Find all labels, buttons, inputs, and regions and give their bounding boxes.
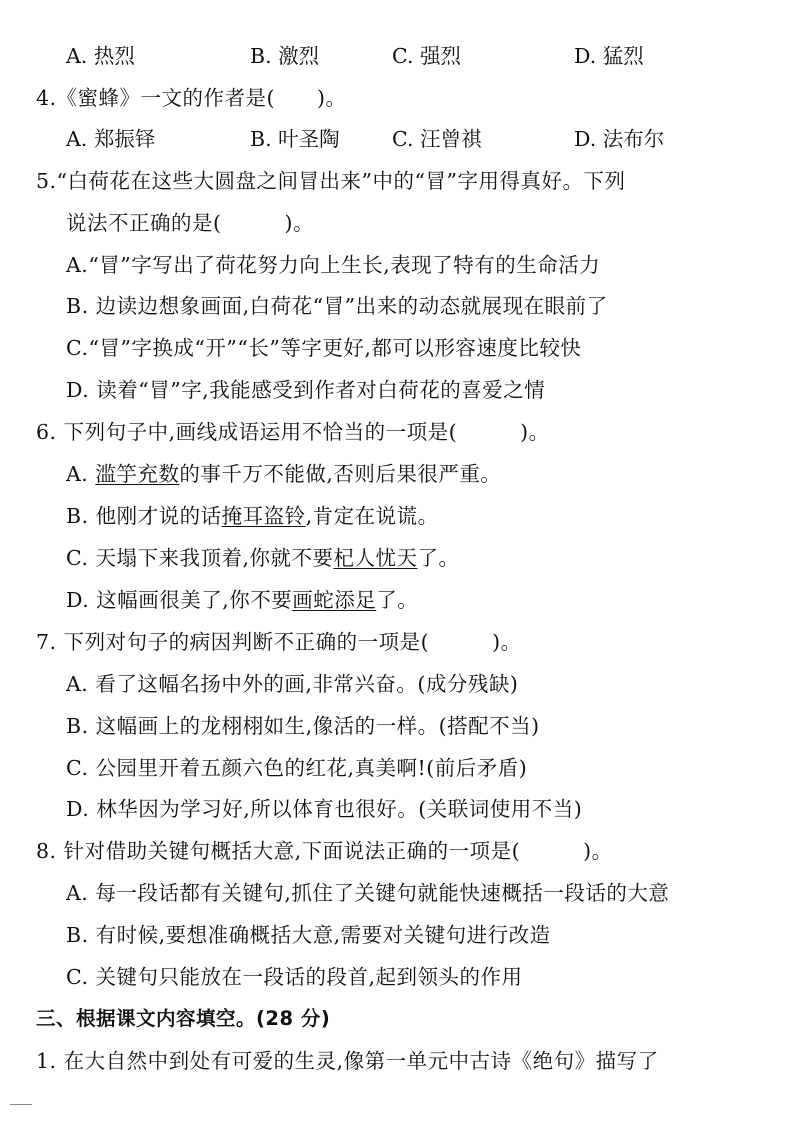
q8-option-a: A. 每一段话都有关键句,抓住了关键句就能快速概括一段话的大意 xyxy=(66,881,670,905)
q4-stem: 4.《蜜蜂》一文的作者是( )。 xyxy=(36,86,347,110)
q6-option-b-pre: B. 他刚才说的话 xyxy=(66,504,222,528)
q8-option-c: C. 关键句只能放在一段话的段首,起到领头的作用 xyxy=(66,965,523,989)
q6-option-c-post: 了。 xyxy=(417,546,460,570)
q7-stem: 7. 下列对句子的病因判断不正确的一项是( )。 xyxy=(36,630,522,654)
q6-option-a-pre: A. xyxy=(66,462,96,486)
section3-heading: 三、根据课文内容填空。(28 分) xyxy=(36,1007,331,1030)
q6-option-d-pre: D. 这幅画很美了,你不要 xyxy=(66,588,293,612)
q5-option-c: C.“冒”字换成“开”“长”等字更好,都可以形容速度比较快 xyxy=(66,336,582,360)
q5-option-a: A.“冒”字写出了荷花努力向上生长,表现了特有的生命活力 xyxy=(66,253,601,277)
q8-stem: 8. 针对借助关键句概括大意,下面说法正确的一项是( )。 xyxy=(36,839,613,863)
q4-option-c: C. 汪曾祺 xyxy=(392,127,482,151)
q3-options xyxy=(66,42,766,70)
q6-option-b-post: ,肯定在说谎。 xyxy=(305,504,439,528)
q7-option-b: B. 这幅画上的龙栩栩如生,像活的一样。(搭配不当) xyxy=(66,714,540,738)
q6-option-a xyxy=(66,460,501,488)
q6-option-c xyxy=(66,544,460,572)
q8-option-b: B. 有时候,要想准确概括大意,需要对关键句进行改造 xyxy=(66,923,551,947)
q6-option-d-idiom: 画蛇添足 xyxy=(292,588,377,612)
q3-option-d: D. 猛烈 xyxy=(574,44,644,68)
q3-option-a: A. 热烈 xyxy=(66,44,135,68)
q7-option-a: A. 看了这幅名扬中外的画,非常兴奋。(成分残缺) xyxy=(66,672,519,696)
q5-option-b: B. 边读边想象画面,白荷花“冒”出来的动态就展现在眼前了 xyxy=(66,294,608,318)
q6-option-d-post: 了。 xyxy=(376,588,419,612)
q7-option-d: D. 林华因为学习好,所以体育也很好。(关联词使用不当) xyxy=(66,797,583,821)
q6-stem: 6. 下列句子中,画线成语运用不恰当的一项是( )。 xyxy=(36,420,550,444)
q4-option-d: D. 法布尔 xyxy=(574,127,665,151)
q5-stem-line2: 说法不正确的是( )。 xyxy=(66,211,314,235)
q6-option-a-post: 的事千万不能做,否则后果很严重。 xyxy=(179,462,502,486)
q4-option-a: A. 郑振铎 xyxy=(66,127,156,151)
q5-option-d: D. 读着“冒”字,我能感受到作者对白荷花的喜爱之情 xyxy=(66,378,546,402)
q3-option-b: B. 激烈 xyxy=(250,44,320,68)
q3-option-c: C. 强烈 xyxy=(392,44,461,68)
q6-option-b-idiom: 掩耳盗铃 xyxy=(221,504,306,528)
q6-option-a-idiom: 滥竽充数 xyxy=(95,462,180,486)
q4-option-b: B. 叶圣陶 xyxy=(250,127,340,151)
q7-option-c: C. 公园里开着五颜六色的红花,真美啊!(前后矛盾) xyxy=(66,756,528,780)
q5-stem-line1: 5.“白荷花在这些大圆盘之间冒出来”中的“冒”字用得真好。下列 xyxy=(36,169,626,193)
q6-option-d xyxy=(66,586,418,614)
q4-options xyxy=(66,125,766,153)
q6-option-c-pre: C. 天塌下来我顶着,你就不要 xyxy=(66,546,334,570)
footer-divider xyxy=(10,1104,32,1105)
q6-option-c-idiom: 杞人忧天 xyxy=(333,546,418,570)
q6-option-b xyxy=(66,502,439,530)
section3-q1: 1. 在大自然中到处有可爱的生灵,像第一单元中古诗《绝句》描写了 xyxy=(36,1049,659,1073)
